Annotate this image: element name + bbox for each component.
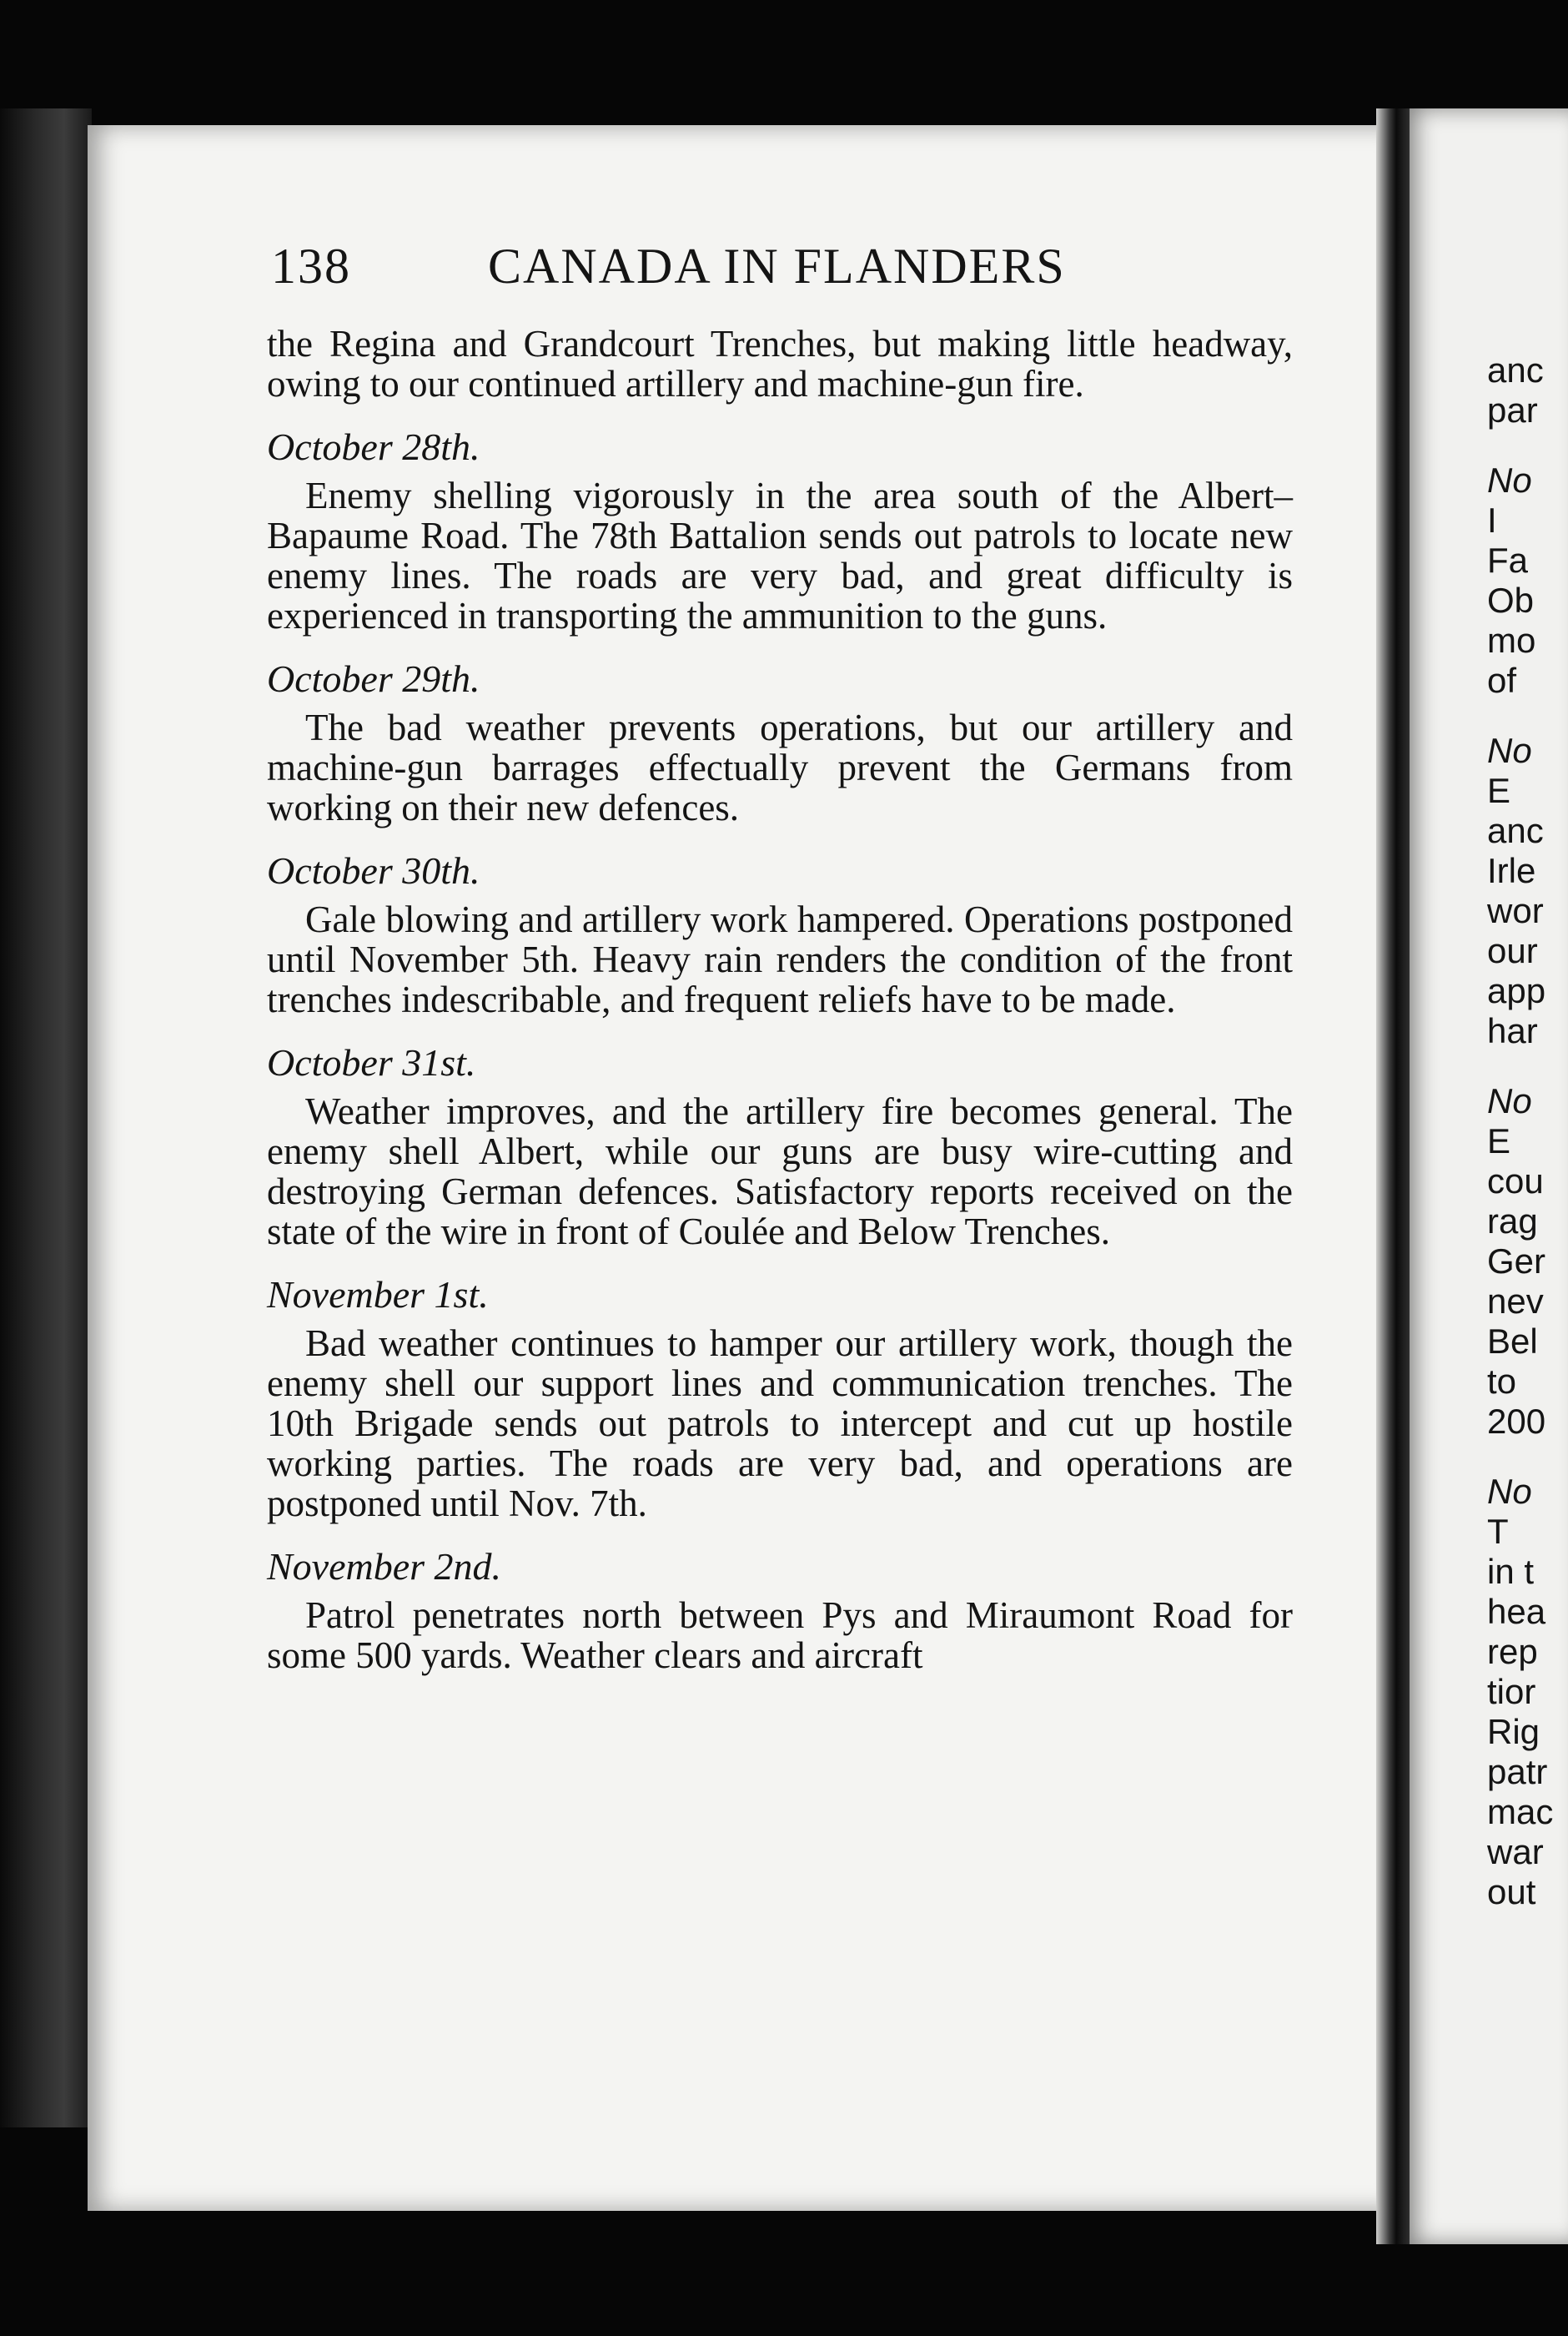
fragment-gap	[1487, 1442, 1554, 1472]
right-page-fragment: cou	[1487, 1161, 1544, 1201]
page-body	[267, 324, 1293, 1675]
right-page-fragment: nev	[1487, 1281, 1544, 1321]
entry-date: October 30th.	[267, 849, 480, 892]
page-number: 138	[271, 239, 351, 294]
right-page-fragment: tior	[1487, 1672, 1536, 1711]
right-page-fragment: Irle	[1487, 851, 1536, 890]
right-page-fragment: T	[1487, 1512, 1509, 1551]
right-page-fragment: Ob	[1487, 581, 1535, 620]
right-page-fragment: 200	[1487, 1402, 1546, 1441]
right-page-fragment: rep	[1487, 1632, 1538, 1671]
right-page-fragment: Ger	[1487, 1241, 1546, 1281]
right-page-fragment: out	[1487, 1872, 1536, 1911]
right-page-fragment: har	[1487, 1011, 1538, 1050]
entry-date: November 1st.	[267, 1273, 489, 1316]
entry-date: October 31st.	[267, 1041, 476, 1084]
right-page-fragment: in t	[1487, 1552, 1535, 1591]
right-page-fragment: No	[1487, 1472, 1532, 1511]
right-page-fragment: anc	[1487, 811, 1544, 850]
right-page-fragment: Fa	[1487, 541, 1529, 580]
right-page-fragment: rag	[1487, 1201, 1538, 1241]
book-spine-edge	[0, 108, 92, 2127]
entry-text: Bad weather continues to hamper our artillery work, though the enemy shell our support lines and communication trenches. The 10th Brigade sends out patrols to intercept and cut up hostile working parties. The roads are very bad, and operations are postponed until Nov. 7th.	[267, 1322, 1293, 1524]
right-page-fragment: anc	[1487, 350, 1544, 390]
book-gutter	[1376, 108, 1410, 2244]
entry-text: Gale blowing and artillery work hampered. Operations postponed until November 5th. Heavy rain renders the condition of the front trenches indescribable, and frequent reliefs have to be made.	[267, 899, 1293, 1020]
right-page-fragment: E	[1487, 771, 1511, 810]
right-page-fragment: mo	[1487, 621, 1536, 660]
fragment-gap	[1487, 701, 1554, 731]
right-page-fragment: our	[1487, 931, 1538, 970]
entry-text: Enemy shelling vigorously in the area south of the Albert–Bapaume Road. The 78th Battalion sends out patrols to locate new enemy lines. The roads are very bad, and great difficulty is experienced in transporting the ammunition to the guns.	[267, 475, 1293, 637]
fragment-gap	[1487, 430, 1554, 461]
right-page-fragment: app	[1487, 971, 1546, 1010]
right-page-fragment: wor	[1487, 891, 1544, 930]
right-page-fragment: mac	[1487, 1792, 1554, 1831]
entry-date: November 2nd.	[267, 1545, 502, 1588]
entry-text: Weather improves, and the artillery fire becomes general. The enemy shell Albert, while our guns are busy wire-cutting and destroying German defences. Satisfactory reports received on the state of the wire in front of Coulée and Below Trenches.	[267, 1090, 1293, 1252]
right-page-fragment: par	[1487, 390, 1538, 430]
fragment-gap	[1487, 1051, 1554, 1081]
right-page-fragment: No	[1487, 461, 1532, 500]
right-page-fragment: E	[1487, 1121, 1511, 1160]
running-title: CANADA IN FLANDERS	[488, 239, 1066, 294]
right-page-fragment: No	[1487, 1081, 1532, 1120]
opening-paragraph: the Regina and Grandcourt Trenches, but making little headway, owing to our continued artillery and machine-gun fire.	[267, 323, 1293, 405]
right-page-fragment: war	[1487, 1832, 1544, 1871]
right-page-fragment: Rig	[1487, 1712, 1540, 1751]
right-page-fragment: hea	[1487, 1592, 1546, 1631]
entry-text: The bad weather prevents operations, but our artillery and machine-gun barrages effectually prevent the Germans from working on their new defences.	[267, 707, 1293, 828]
entry-text: Patrol penetrates north between Pys and Miraumont Road for some 500 yards. Weather clears and aircraft	[267, 1594, 1293, 1676]
entry-date: October 28th.	[267, 425, 480, 468]
running-head	[271, 238, 1105, 295]
right-page-fragment: No	[1487, 731, 1532, 770]
right-page-text-fragments	[1487, 350, 1554, 1912]
right-page-fragment: I	[1487, 501, 1497, 540]
right-page-fragment: Bel	[1487, 1322, 1538, 1361]
right-page-fragment: to	[1487, 1362, 1517, 1401]
entry-date: October 29th.	[267, 657, 480, 700]
right-page-fragment: patr	[1487, 1752, 1548, 1791]
right-page-fragment: of	[1487, 661, 1517, 700]
